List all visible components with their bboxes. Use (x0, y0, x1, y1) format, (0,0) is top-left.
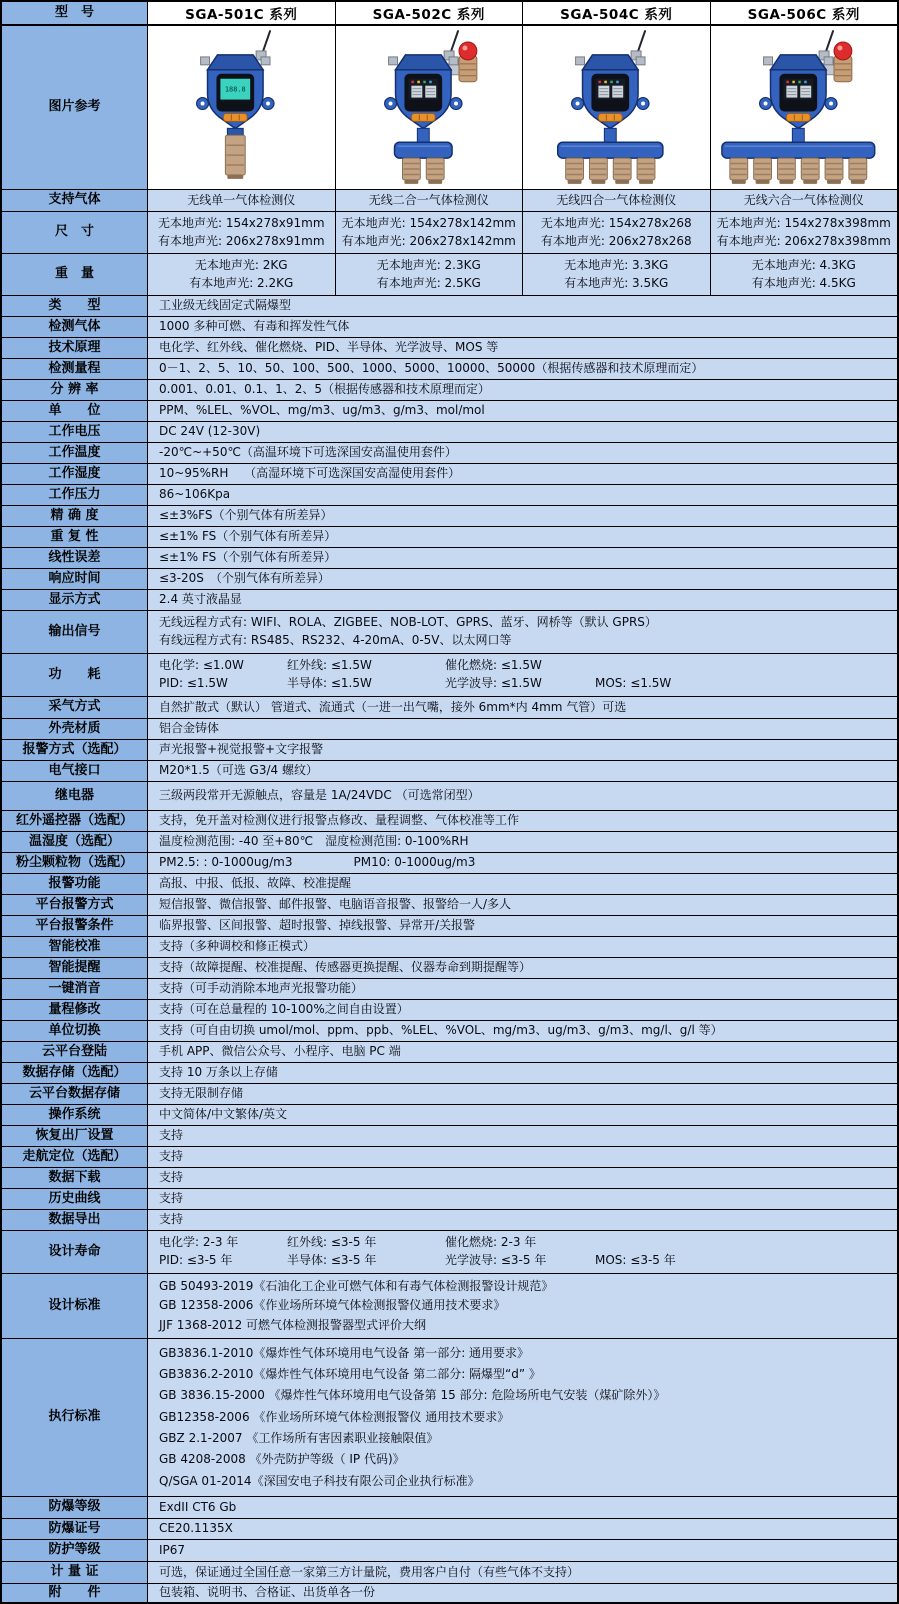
row-label-cloud-login: 云平台登陆 (2, 1042, 148, 1063)
value-data-download (148, 1168, 897, 1189)
value-line: GB12358-2006 《作业场所环境气体检测报警仪 通用技术要求》 (159, 1409, 510, 1424)
row-pressure (2, 485, 897, 506)
value-line: 支持（多种调校和修正模式） (159, 939, 316, 954)
value-platform-alarm-mode (148, 895, 897, 916)
value-line: 支持 (159, 1191, 184, 1206)
value-line: 高报、中报、低报、故障、校准提醒 (159, 876, 352, 891)
value-line: IP67 (159, 1542, 186, 1557)
gas-detector-illustration (523, 26, 710, 189)
value-line: GB 50493-2019《石油化工企业可燃气体和有毒气体检测报警设计规范》 (159, 1278, 554, 1293)
value-platform-alarm-condition (148, 916, 897, 937)
value-exd-cert (148, 1519, 897, 1540)
value-ip-grade (148, 1540, 897, 1562)
value-smart-calibration (148, 937, 897, 958)
row-label-resolution: 分 辨 率 (2, 380, 148, 401)
row-cloud-data-storage (2, 1084, 897, 1105)
value-weight-model-1 (336, 254, 524, 296)
value-line: 0－1、2、5、10、50、100、500、1000、5000、10000、50000（根据传感器和技术原理而定） (159, 361, 704, 376)
value-metrology (148, 1562, 897, 1584)
value-temp-humidity (148, 832, 897, 853)
row-label-electrical-port: 电气接口 (2, 761, 148, 782)
value-seg: MOS: ≤3-5 年 (595, 1253, 676, 1268)
row-label-ip-grade: 防护等级 (2, 1540, 148, 1562)
value-accessories (148, 1584, 897, 1602)
value-seg: 电化学: ≤1.0W (159, 657, 244, 672)
value-line: 支持（可自由切换 umol/mol、ppm、ppb、%LEL、%VOL、mg/m3、ug/m3、g/m3、mg/l、g/l 等） (159, 1023, 723, 1038)
row-output-signal (2, 611, 897, 654)
value-line: 有本地声光: 206x278x142mm (341, 233, 516, 248)
row-data-download (2, 1168, 897, 1189)
value-factory-reset (148, 1126, 897, 1147)
value-display (148, 590, 897, 611)
value-line: ExdII CT6 Gb (159, 1499, 237, 1514)
value-line: Q/SGA 01-2014《深国安电子科技有限公司企业执行标准》 (159, 1473, 480, 1488)
row-detect-gases (2, 317, 897, 338)
value-line: ≤±1% FS（个别气体有所差异） (159, 529, 337, 544)
value-line: 支持 (159, 1128, 184, 1143)
row-dust (2, 853, 897, 874)
row-label-detect-gases: 检测气体 (2, 317, 148, 338)
value-support-gas-model-2 (523, 190, 711, 212)
value-line: 电化学、红外线、催化燃烧、PID、半导体、光学波导、MOS 等 (159, 340, 499, 355)
row-exec-standard (2, 1339, 897, 1497)
value-line: 无线六合一气体检测仪 (743, 192, 864, 207)
value-line: M20*1.5（可选 G3/4 螺纹） (159, 763, 318, 778)
value-line: 86~106Kpa (159, 487, 231, 502)
value-line: -20℃~+50℃（高温环境下可选深国安高温使用套件） (159, 445, 457, 460)
row-unit (2, 401, 897, 422)
row-label-exec-standard: 执行标准 (2, 1339, 148, 1497)
row-accessories (2, 1584, 897, 1602)
value-principle (148, 338, 897, 359)
value-line: 支持（可在总量程的 10-100%之间自由设置） (159, 1002, 409, 1017)
row-relay (2, 782, 897, 811)
row-label-relay: 继电器 (2, 782, 148, 811)
value-line: 无线远程方式有: WIFI、ROLA、ZIGBEE、NOB-LOT、GPRS、蓝牙、网桥等（默认 GPRS） (159, 614, 657, 629)
row-unit-switch (2, 1021, 897, 1042)
value-voltage (148, 422, 897, 443)
row-label-platform-alarm-condition: 平台报警条件 (2, 916, 148, 937)
image-row (2, 26, 897, 190)
value-dimensions-model-2 (523, 212, 711, 254)
row-dimensions (2, 212, 897, 254)
value-sampling (148, 697, 897, 719)
value-seg: 红外线: ≤3-5 年 (287, 1234, 377, 1249)
row-principle (2, 338, 897, 359)
row-resolution (2, 380, 897, 401)
value-line (159, 1253, 897, 1269)
value-unit (148, 401, 897, 422)
row-weight (2, 254, 897, 296)
row-label-power-consumption: 功 耗 (2, 654, 148, 697)
row-cloud-login (2, 1042, 897, 1063)
value-line: 支持 (159, 1170, 184, 1185)
row-electrical-port (2, 761, 897, 782)
row-design-life (2, 1231, 897, 1274)
value-seg: 光学波导: ≤3-5 年 (445, 1253, 547, 1268)
device-image-sga-504c (523, 26, 711, 190)
value-line: 无本地声光: 3.3KG (564, 257, 669, 272)
value-exd-grade (148, 1497, 897, 1519)
value-line: 中文简体/中文繁体/英文 (159, 1107, 288, 1122)
row-alarm-mode (2, 740, 897, 761)
value-line: 有本地声光: 2.2KG (189, 275, 294, 290)
value-line: 无本地声光: 154x278x398mm (716, 215, 891, 230)
row-label-one-key-mute: 一键消音 (2, 979, 148, 1000)
row-ir-remote (2, 811, 897, 832)
row-accuracy (2, 506, 897, 527)
value-dimensions-model-0 (148, 212, 336, 254)
header-model-sga-506c: SGA-506C 系列 (711, 2, 898, 26)
row-label-dust: 粉尘颗粒物（选配） (2, 853, 148, 874)
row-label-pressure: 工作压力 (2, 485, 148, 506)
row-label-shell: 外壳材质 (2, 719, 148, 740)
value-alarm-function (148, 874, 897, 895)
value-seg: 半导体: ≤1.5W (287, 676, 372, 691)
row-label-smart-reminder: 智能提醒 (2, 958, 148, 979)
row-label-alarm-mode: 报警方式（选配） (2, 740, 148, 761)
value-range (148, 359, 897, 380)
row-label-platform-alarm-mode: 平台报警方式 (2, 895, 148, 916)
header-model-sga-501c: SGA-501C 系列 (148, 2, 336, 26)
row-work-temp (2, 443, 897, 464)
value-line: GB 3836.15-2000 《爆炸性气体环境用电气设备第 15 部分: 危险场所电气安装（煤矿除外）》 (159, 1388, 666, 1403)
value-line: PPM、%LEL、%VOL、mg/m3、ug/m3、g/m3、mol/mol (159, 403, 485, 418)
row-navigation (2, 1147, 897, 1168)
value-electrical-port (148, 761, 897, 782)
row-label-work-humidity: 工作湿度 (2, 464, 148, 485)
row-smart-calibration (2, 937, 897, 958)
value-line: 无本地声光: 154x278x268 (540, 215, 692, 230)
value-line: GB 12358-2006《作业场所环境气体检测报警仪通用技术要求》 (159, 1298, 506, 1313)
row-label-output-signal: 输出信号 (2, 611, 148, 654)
value-unit-switch (148, 1021, 897, 1042)
value-dimensions-model-1 (336, 212, 524, 254)
row-label-metrology: 计 量 证 (2, 1562, 148, 1584)
value-line: 支持，免开盖对检测仪进行报警点修改、量程调整、气体校准等工作 (159, 813, 520, 828)
value-exec-standard (148, 1339, 897, 1497)
row-label-range: 检测量程 (2, 359, 148, 380)
value-output-signal (148, 611, 897, 654)
row-label-accessories: 附 件 (2, 1584, 148, 1602)
row-label-display: 显示方式 (2, 590, 148, 611)
device-image-sga-502c (336, 26, 524, 190)
value-line: 温度检测范围: -40 至+80℃ 湿度检测范围: 0-100%RH (159, 834, 469, 849)
row-label-sampling: 采气方式 (2, 697, 148, 719)
row-label-temp-humidity: 温湿度（选配） (2, 832, 148, 853)
row-metrology (2, 1562, 897, 1584)
value-seg: PID: ≤1.5W (159, 676, 228, 691)
row-exd-cert (2, 1519, 897, 1540)
gas-detector-illustration (336, 26, 523, 189)
value-line: 支持 10 万条以上存储 (159, 1065, 278, 1080)
image-row-label: 图片参考 (2, 26, 148, 190)
row-label-response-time: 响应时间 (2, 569, 148, 590)
value-line: 有本地声光: 206x278x91mm (157, 233, 325, 248)
value-line: 支持（故障提醒、校准提醒、传感器更换提醒、仪器寿命到期提醒等） (159, 960, 532, 975)
value-shell (148, 719, 897, 740)
value-accuracy (148, 506, 897, 527)
device-image-sga-506c (711, 26, 898, 190)
value-line: 短信报警、微信报警、邮件报警、电脑语音报警、报警给一人/多人 (159, 897, 512, 912)
row-response-time (2, 569, 897, 590)
value-line: GB3836.1-2010《爆炸性气体环境用电气设备 第一部分: 通用要求》 (159, 1345, 530, 1360)
row-label-os: 操作系统 (2, 1105, 148, 1126)
value-weight-model-2 (523, 254, 711, 296)
row-label-navigation: 走航定位（选配） (2, 1147, 148, 1168)
value-line: JJF 1368-2012 可燃气体检测报警器型式评价大纲 (159, 1317, 427, 1332)
row-label-design-standard: 设计标准 (2, 1274, 148, 1339)
value-type (148, 296, 897, 317)
row-ip-grade (2, 1540, 897, 1562)
row-one-key-mute (2, 979, 897, 1000)
row-label-data-download: 数据下载 (2, 1168, 148, 1189)
row-label-alarm-function: 报警功能 (2, 874, 148, 895)
value-os (148, 1105, 897, 1126)
value-dimensions-model-3 (711, 212, 898, 254)
row-label-exd-grade: 防爆等级 (2, 1497, 148, 1519)
value-seg: 电化学: 2-3 年 (159, 1234, 239, 1249)
value-smart-reminder (148, 958, 897, 979)
value-line: 有本地声光: 206x278x268 (540, 233, 692, 248)
row-display (2, 590, 897, 611)
value-line: 三级两段常开无源触点，容量是 1A/24VDC （可选常闭型） (159, 788, 480, 803)
row-label-unit: 单 位 (2, 401, 148, 422)
row-data-export (2, 1210, 897, 1231)
value-line: GBZ 2.1-2007 《工作场所有害因素职业接触限值》 (159, 1430, 439, 1445)
row-voltage (2, 422, 897, 443)
value-alarm-mode (148, 740, 897, 761)
value-cloud-data-storage (148, 1084, 897, 1105)
value-line: 支持（可手动消除本地声光报警功能） (159, 981, 364, 996)
row-support-gas (2, 190, 897, 212)
value-resolution (148, 380, 897, 401)
row-label-support-gas: 支持气体 (2, 190, 148, 212)
row-label-linearity: 线性误差 (2, 548, 148, 569)
row-shell (2, 719, 897, 740)
value-linearity (148, 548, 897, 569)
value-line: 有本地声光: 206x278x398mm (716, 233, 891, 248)
row-design-standard (2, 1274, 897, 1339)
value-line: CE20.1135X (159, 1521, 233, 1536)
row-repeatability (2, 527, 897, 548)
row-label-accuracy: 精 确 度 (2, 506, 148, 527)
gas-detector-illustration (711, 26, 898, 189)
value-line (159, 676, 897, 692)
value-line: 手机 APP、微信公众号、小程序、电脑 PC 端 (159, 1044, 401, 1059)
value-cloud-login (148, 1042, 897, 1063)
row-label-smart-calibration: 智能校准 (2, 937, 148, 958)
row-linearity (2, 548, 897, 569)
row-os (2, 1105, 897, 1126)
value-line: 支持无限制存储 (159, 1086, 244, 1101)
row-label-work-temp: 工作温度 (2, 443, 148, 464)
row-label-range-modify: 量程修改 (2, 1000, 148, 1021)
row-label-weight: 重 量 (2, 254, 148, 296)
row-history-curve (2, 1189, 897, 1210)
value-line: 支持 (159, 1149, 184, 1164)
value-line: 工业级无线固定式隔爆型 (159, 298, 292, 313)
value-ir-remote (148, 811, 897, 832)
value-design-life (148, 1231, 897, 1274)
value-line: 0.001、0.01、0.1、1、2、5（根据传感器和技术原理而定） (159, 382, 491, 397)
value-line: 无本地声光: 2.3KG (376, 257, 481, 272)
header-model-sga-502c: SGA-502C 系列 (336, 2, 524, 26)
value-line: 无线二合一气体检测仪 (368, 192, 489, 207)
value-range-modify (148, 1000, 897, 1021)
header-row (2, 2, 897, 26)
value-line: 无本地声光: 154x278x91mm (157, 215, 325, 230)
value-seg: PID: ≤3-5 年 (159, 1253, 233, 1268)
row-label-dimensions: 尺 寸 (2, 212, 148, 254)
value-line: 临界报警、区间报警、超时报警、掉线报警、异常开/关报警 (159, 918, 476, 933)
value-data-storage (148, 1063, 897, 1084)
value-support-gas-model-3 (711, 190, 898, 212)
value-line: 有本地声光: 3.5KG (564, 275, 669, 290)
device-image-sga-501c (148, 26, 336, 190)
value-work-humidity (148, 464, 897, 485)
svg-text:188.8: 188.8 (224, 85, 246, 94)
value-line: 无本地声光: 154x278x142mm (341, 215, 516, 230)
row-platform-alarm-condition (2, 916, 897, 937)
value-weight-model-0 (148, 254, 336, 296)
spec-body-rows (2, 190, 897, 1602)
value-line: DC 24V (12-30V) (159, 424, 261, 439)
value-history-curve (148, 1189, 897, 1210)
value-line: 可选，保证通过全国任意一家第三方计量院，费用客户自付（有些气体不支持） (159, 1564, 580, 1579)
value-navigation (148, 1147, 897, 1168)
value-line: 有本地声光: 4.5KG (751, 275, 856, 290)
value-detect-gases (148, 317, 897, 338)
value-line: 声光报警+视觉报警+文字报警 (159, 742, 324, 757)
row-work-humidity (2, 464, 897, 485)
value-line: ≤±3%FS（个别气体有所差异） (159, 508, 333, 523)
value-line (159, 1235, 897, 1251)
value-work-temp (148, 443, 897, 464)
value-line: 无线单一气体检测仪 (187, 192, 296, 207)
row-label-type: 类 型 (2, 296, 148, 317)
row-label-unit-switch: 单位切换 (2, 1021, 148, 1042)
value-line: ≤±1% FS（个别气体有所差异） (159, 550, 337, 565)
row-label-history-curve: 历史曲线 (2, 1189, 148, 1210)
header-model-sga-504c: SGA-504C 系列 (523, 2, 711, 26)
row-data-storage (2, 1063, 897, 1084)
value-line: 有本地声光: 2.5KG (376, 275, 481, 290)
value-support-gas-model-1 (336, 190, 524, 212)
value-line: 包装箱、说明书、合格证、出货单各一份 (159, 1585, 376, 1600)
value-line: 支持 (159, 1212, 184, 1227)
row-exd-grade (2, 1497, 897, 1519)
row-platform-alarm-mode (2, 895, 897, 916)
row-smart-reminder (2, 958, 897, 979)
row-label-voltage: 工作电压 (2, 422, 148, 443)
value-one-key-mute (148, 979, 897, 1000)
value-line: 自然扩散式（默认） 管道式、流通式（一进一出气嘴，接外 6mm*内 4mm 气管）可选 (159, 699, 627, 714)
row-range-modify (2, 1000, 897, 1021)
value-repeatability (148, 527, 897, 548)
row-sampling (2, 697, 897, 719)
row-power-consumption (2, 654, 897, 697)
value-line: 无本地声光: 4.3KG (751, 257, 856, 272)
value-seg: 光学波导: ≤1.5W (445, 676, 542, 691)
value-line: PM2.5: : 0-1000ug/m3 PM10: 0-1000ug/m3 (159, 855, 476, 870)
value-line: 10~95%RH （高湿环境下可选深国安高湿使用套件） (159, 466, 461, 481)
value-data-export (148, 1210, 897, 1231)
row-label-repeatability: 重 复 性 (2, 527, 148, 548)
row-factory-reset (2, 1126, 897, 1147)
row-alarm-function (2, 874, 897, 895)
value-relay (148, 782, 897, 811)
row-label-exd-cert: 防爆证号 (2, 1519, 148, 1540)
row-label-factory-reset: 恢复出厂设置 (2, 1126, 148, 1147)
value-line: 有线远程方式有: RS485、RS232、4-20mA、0-5V、以太网口等 (159, 633, 512, 648)
value-seg: MOS: ≤1.5W (595, 676, 672, 691)
value-seg: 催化燃烧: 2-3 年 (445, 1234, 537, 1249)
value-power-consumption (148, 654, 897, 697)
value-line: GB 4208-2008 《外壳防护等级（ IP 代码)》 (159, 1452, 405, 1467)
row-label-design-life: 设计寿命 (2, 1231, 148, 1274)
value-dust (148, 853, 897, 874)
value-line: 铝合金铸体 (159, 721, 220, 736)
value-line: 1000 多种可燃、有毒和挥发性气体 (159, 319, 350, 334)
row-type (2, 296, 897, 317)
value-line (159, 658, 897, 674)
row-label-cloud-data-storage: 云平台数据存储 (2, 1084, 148, 1105)
value-seg: 半导体: ≤3-5 年 (287, 1253, 377, 1268)
value-pressure (148, 485, 897, 506)
value-line: 2.4 英寸液晶显 (159, 592, 242, 607)
row-temp-humidity (2, 832, 897, 853)
value-line: 无线四合一气体检测仪 (556, 192, 677, 207)
value-line: GB3836.2-2010《爆炸性气体环境用电气设备 第二部分: 隔爆型“d” 》 (159, 1367, 541, 1382)
gas-detector-illustration (148, 26, 335, 189)
row-label-principle: 技术原理 (2, 338, 148, 359)
row-label-data-storage: 数据存储（选配） (2, 1063, 148, 1084)
value-line: ≤3-20S （个别气体有所差异） (159, 571, 330, 586)
row-label-data-export: 数据导出 (2, 1210, 148, 1231)
header-model-label: 型 号 (2, 2, 148, 26)
row-label-ir-remote: 红外遥控器（选配） (2, 811, 148, 832)
value-support-gas-model-0 (148, 190, 336, 212)
value-design-standard (148, 1274, 897, 1339)
value-response-time (148, 569, 897, 590)
value-weight-model-3 (711, 254, 898, 296)
value-line: 无本地声光: 2KG (194, 257, 288, 272)
row-range (2, 359, 897, 380)
value-seg: 红外线: ≤1.5W (287, 657, 372, 672)
value-seg: 催化燃烧: ≤1.5W (445, 657, 542, 672)
